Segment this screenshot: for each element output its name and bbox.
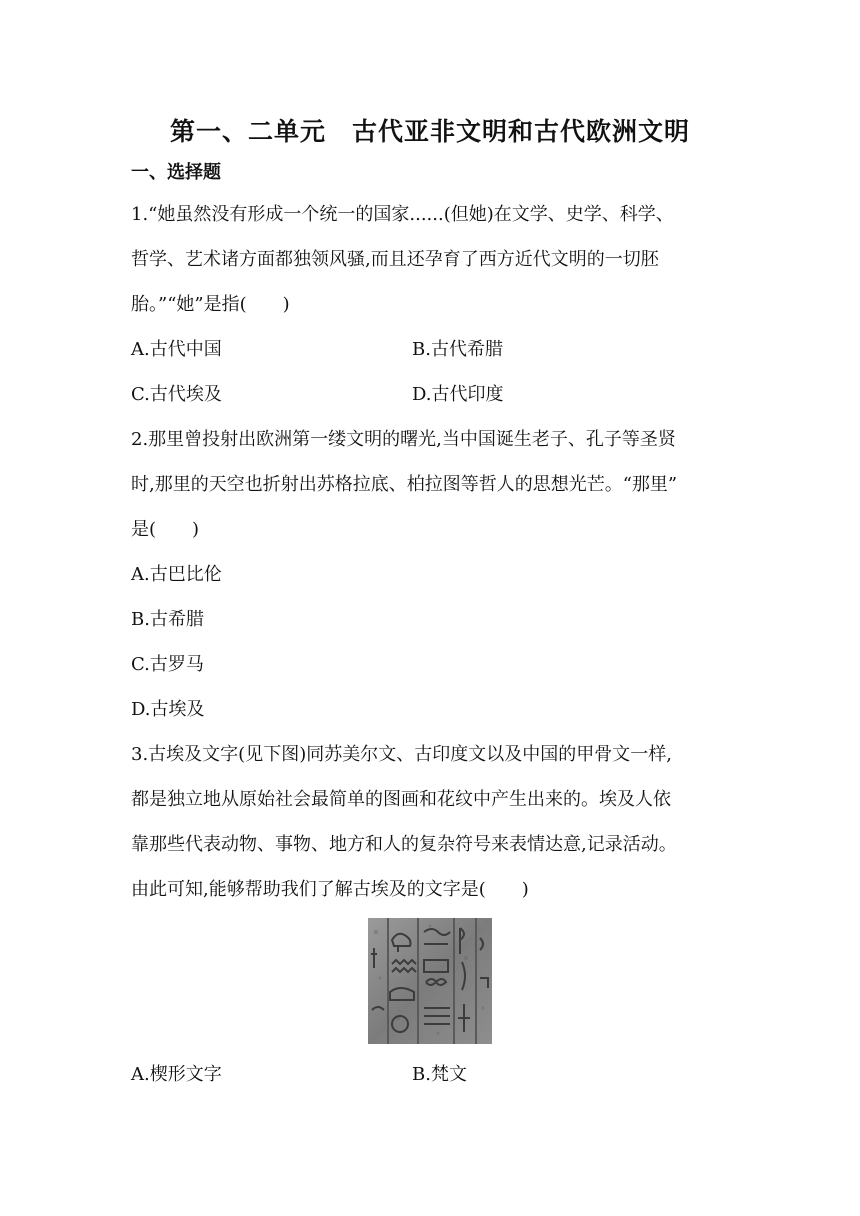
section-heading: 一、选择题 (131, 162, 221, 183)
q1-line-2: 哲学、艺术诸方面都独领风骚,而且还孕育了西方近代文明的一切胚 (131, 249, 659, 270)
q1-option-c: C.古代埃及 (131, 384, 222, 405)
q2-line-3: 是( ) (131, 519, 200, 540)
q2-line-2: 时,那里的天空也折射出苏格拉底、柏拉图等哲人的思想光芒。“那里” (131, 474, 678, 495)
q3-line-4: 由此可知,能够帮助我们了解古埃及的文字是( ) (131, 879, 529, 900)
q3-option-a: A.楔形文字 (131, 1064, 222, 1085)
q2-line-1: 2.那里曾投射出欧洲第一缕文明的曙光,当中国诞生老子、孔子等圣贤 (131, 429, 676, 450)
hieroglyph-image (368, 918, 492, 1044)
q3-line-3: 靠那些代表动物、事物、地方和人的复杂符号来表情达意,记录活动。 (131, 834, 677, 855)
q2-option-a: A.古巴比伦 (131, 564, 222, 585)
q3-line-2: 都是独立地从原始社会最简单的图画和花纹中产生出来的。埃及人依 (131, 789, 671, 810)
q3-option-b: B.梵文 (412, 1064, 467, 1085)
q2-option-c: C.古罗马 (131, 654, 204, 675)
q1-line-3: 胎。”“她”是指( ) (131, 294, 290, 315)
q2-option-d: D.古埃及 (131, 699, 205, 720)
q3-line-1: 3.古埃及文字(见下图)同苏美尔文、古印度文以及中国的甲骨文一样, (131, 744, 672, 765)
page-title: 第一、二单元 古代亚非文明和古代欧洲文明 (169, 117, 690, 146)
q1-option-d: D.古代印度 (412, 384, 504, 405)
q1-option-a: A.古代中国 (131, 339, 222, 360)
q1-line-1: 1.“她虽然没有形成一个统一的国家......(但她)在文学、史学、科学、 (131, 204, 674, 225)
q1-option-b: B.古代希腊 (412, 339, 503, 360)
q2-option-b: B.古希腊 (131, 609, 204, 630)
